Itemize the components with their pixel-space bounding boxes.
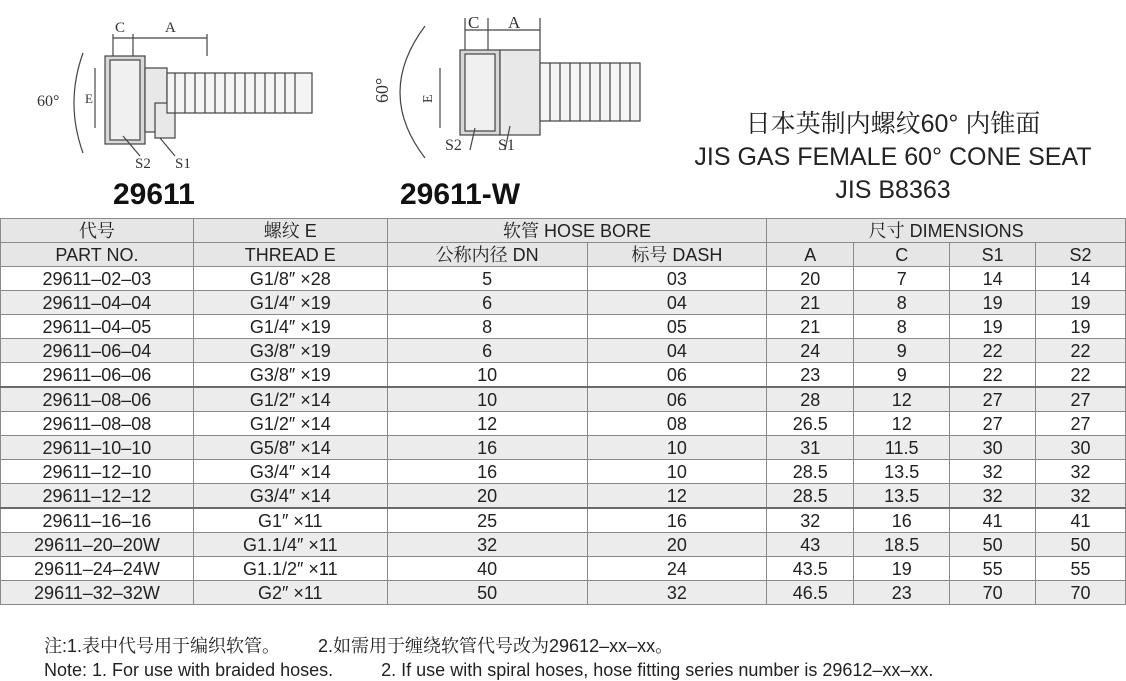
cell-dim-s2: 22 (1036, 339, 1126, 363)
title-standard: JIS B8363 (835, 176, 951, 204)
col-part-cn: 代号 (1, 219, 194, 243)
cell-part-no: 29611–08–06 (1, 387, 194, 412)
cell-dim-s2: 41 (1036, 508, 1126, 533)
cell-dim-c: 11.5 (854, 436, 950, 460)
cell-dim-s1: 14 (950, 267, 1036, 291)
cell-dim-s2: 50 (1036, 533, 1126, 557)
cell-dash: 10 (587, 436, 767, 460)
note-en-1: Note: 1. For use with braided hoses. (44, 660, 334, 680)
table-row (1, 291, 1126, 315)
cell-dim-a: 28.5 (767, 460, 854, 484)
cell-dn: 8 (387, 315, 587, 339)
spec-table (0, 218, 1126, 605)
cell-thread: G3/4″ ×14 (193, 460, 387, 484)
cell-dim-c: 9 (854, 339, 950, 363)
angle-label: 60° (372, 77, 392, 103)
s1-label: S1 (175, 156, 191, 172)
cell-dim-s1: 22 (950, 339, 1036, 363)
cell-dash: 04 (587, 291, 767, 315)
cell-dim-s1: 70 (950, 581, 1036, 605)
cell-dim-s2: 19 (1036, 291, 1126, 315)
table-row (1, 557, 1126, 581)
cell-dn: 6 (387, 339, 587, 363)
model-number: 29611-W (400, 178, 521, 211)
col-c: C (854, 243, 950, 267)
cell-part-no: 29611–04–05 (1, 315, 194, 339)
col-dn: 公称内径 DN (387, 243, 587, 267)
cell-dim-s1: 32 (950, 484, 1036, 509)
table-row (1, 412, 1126, 436)
cell-dim-a: 26.5 (767, 412, 854, 436)
fitting-drawing-29611 (35, 8, 320, 173)
cell-dim-s2: 55 (1036, 557, 1126, 581)
cell-dn: 50 (387, 581, 587, 605)
cell-dim-a: 28 (767, 387, 854, 412)
cell-part-no: 29611–12–10 (1, 460, 194, 484)
cell-dim-c: 18.5 (854, 533, 950, 557)
cell-dn: 32 (387, 533, 587, 557)
note-cn-1: 注:1.表中代号用于编织软管。 (44, 636, 281, 656)
header-row-2 (1, 243, 1126, 267)
cell-part-no: 29611–02–03 (1, 267, 194, 291)
cell-dash: 04 (587, 339, 767, 363)
cell-thread: G1/2″ ×14 (193, 387, 387, 412)
cell-thread: G1/2″ ×14 (193, 412, 387, 436)
cell-thread: G1/4″ ×19 (193, 291, 387, 315)
cell-dim-c: 16 (854, 508, 950, 533)
cell-dim-a: 31 (767, 436, 854, 460)
cell-dim-s1: 55 (950, 557, 1036, 581)
cell-dn: 6 (387, 291, 587, 315)
cell-dash: 32 (587, 581, 767, 605)
cell-part-no: 29611–08–08 (1, 412, 194, 436)
cell-dim-a: 24 (767, 339, 854, 363)
cell-part-no: 29611–20–20W (1, 533, 194, 557)
cell-dash: 12 (587, 484, 767, 509)
cell-dash: 06 (587, 387, 767, 412)
cell-dim-c: 19 (854, 557, 950, 581)
angle-arc (400, 26, 425, 158)
col-s1: S1 (950, 243, 1036, 267)
cell-thread: G1.1/2″ ×11 (193, 557, 387, 581)
cell-dim-s2: 32 (1036, 460, 1126, 484)
cell-dash: 08 (587, 412, 767, 436)
cell-dim-s2: 22 (1036, 363, 1126, 388)
cell-dn: 40 (387, 557, 587, 581)
cell-thread: G3/8″ ×19 (193, 339, 387, 363)
table-row (1, 315, 1126, 339)
col-thread-en: THREAD E (193, 243, 387, 267)
cell-dn: 12 (387, 412, 587, 436)
cell-dim-s1: 30 (950, 436, 1036, 460)
col-part-en: PART NO. (1, 243, 194, 267)
cell-dim-s2: 30 (1036, 436, 1126, 460)
cell-dn: 16 (387, 460, 587, 484)
cell-part-no: 29611–32–32W (1, 581, 194, 605)
cell-dash: 05 (587, 315, 767, 339)
cell-dim-s2: 70 (1036, 581, 1126, 605)
cell-dash: 24 (587, 557, 767, 581)
cell-part-no: 29611–06–06 (1, 363, 194, 388)
dim-a-label: A (165, 20, 176, 36)
cell-dim-c: 9 (854, 363, 950, 388)
cell-dim-a: 28.5 (767, 484, 854, 509)
col-s2: S2 (1036, 243, 1126, 267)
cell-dn: 16 (387, 436, 587, 460)
product-title (660, 108, 1126, 207)
cell-dim-s1: 22 (950, 363, 1036, 388)
cell-dim-c: 12 (854, 387, 950, 412)
cell-dim-a: 20 (767, 267, 854, 291)
cell-dim-a: 21 (767, 315, 854, 339)
model-number: 29611 (113, 178, 195, 211)
cell-dim-c: 7 (854, 267, 950, 291)
cell-dim-s2: 27 (1036, 412, 1126, 436)
cell-dim-s1: 19 (950, 291, 1036, 315)
cell-dash: 06 (587, 363, 767, 388)
cell-dim-c: 13.5 (854, 484, 950, 509)
note-cn-2: 2.如需用于缠绕软管代号改为29612–xx–xx。 (318, 636, 674, 656)
table-row (1, 339, 1126, 363)
cell-dash: 10 (587, 460, 767, 484)
table-row (1, 267, 1126, 291)
cell-dash: 20 (587, 533, 767, 557)
cell-dim-s2: 32 (1036, 484, 1126, 509)
cell-dim-c: 23 (854, 581, 950, 605)
s1-label: S1 (498, 137, 515, 154)
table-row (1, 460, 1126, 484)
cell-dim-c: 12 (854, 412, 950, 436)
col-a: A (767, 243, 854, 267)
cell-dn: 10 (387, 387, 587, 412)
cell-thread: G1/8″ ×28 (193, 267, 387, 291)
fitting-drawing-29611-w (370, 8, 655, 173)
cell-dim-s1: 41 (950, 508, 1036, 533)
cell-dn: 10 (387, 363, 587, 388)
cell-dim-a: 43.5 (767, 557, 854, 581)
s2-label: S2 (445, 137, 462, 154)
title-english: JIS GAS FEMALE 60° CONE SEAT (694, 143, 1092, 171)
cell-dim-a: 43 (767, 533, 854, 557)
cell-dim-a: 46.5 (767, 581, 854, 605)
note-chinese (44, 632, 673, 658)
cell-dash: 16 (587, 508, 767, 533)
cell-dim-s1: 50 (950, 533, 1036, 557)
cell-dim-s2: 19 (1036, 315, 1126, 339)
cell-dim-c: 8 (854, 315, 950, 339)
cell-dim-a: 32 (767, 508, 854, 533)
cell-thread: G1/4″ ×19 (193, 315, 387, 339)
cell-dim-s1: 27 (950, 387, 1036, 412)
table-row (1, 484, 1126, 509)
cell-thread: G2″ ×11 (193, 581, 387, 605)
cell-dash: 03 (587, 267, 767, 291)
dim-c-label: C (468, 13, 480, 32)
col-hose-bore: 软管 HOSE BORE (387, 219, 767, 243)
cell-dim-s1: 27 (950, 412, 1036, 436)
cell-part-no: 29611–12–12 (1, 484, 194, 509)
col-dimensions: 尺寸 DIMENSIONS (767, 219, 1126, 243)
table-row (1, 508, 1126, 533)
header-row-1 (1, 219, 1126, 243)
col-dash: 标号 DASH (587, 243, 767, 267)
cell-part-no: 29611–06–04 (1, 339, 194, 363)
cell-dim-s2: 27 (1036, 387, 1126, 412)
note-en-2: 2. If use with spiral hoses, hose fitting series number is 29612–xx–xx. (381, 660, 934, 680)
cell-dim-c: 8 (854, 291, 950, 315)
cell-dim-s1: 32 (950, 460, 1036, 484)
cell-dn: 5 (387, 267, 587, 291)
cell-dn: 20 (387, 484, 587, 509)
table-row (1, 533, 1126, 557)
table-row (1, 363, 1126, 388)
cell-part-no: 29611–16–16 (1, 508, 194, 533)
cell-part-no: 29611–24–24W (1, 557, 194, 581)
cell-dn: 25 (387, 508, 587, 533)
col-thread-cn: 螺纹 E (193, 219, 387, 243)
dim-e-label: E (85, 91, 93, 106)
table-row (1, 387, 1126, 412)
table-row (1, 581, 1126, 605)
note-english (44, 660, 933, 681)
cell-thread: G5/8″ ×14 (193, 436, 387, 460)
angle-arc (74, 53, 83, 153)
cell-thread: G1.1/4″ ×11 (193, 533, 387, 557)
dim-c-label: C (115, 20, 126, 36)
dim-a-label: A (508, 13, 521, 32)
cell-dim-a: 23 (767, 363, 854, 388)
table-row (1, 436, 1126, 460)
table-body (1, 267, 1126, 605)
dim-e-label: E (421, 94, 436, 103)
cell-part-no: 29611–04–04 (1, 291, 194, 315)
cell-dim-s1: 19 (950, 315, 1036, 339)
title-chinese: 日本英制内螺纹60° 内锥面 (745, 110, 1041, 138)
angle-label: 60° (37, 93, 60, 110)
s2-label: S2 (135, 156, 151, 172)
cell-thread: G3/8″ ×19 (193, 363, 387, 388)
cell-thread: G1″ ×11 (193, 508, 387, 533)
cell-dim-s2: 14 (1036, 267, 1126, 291)
cell-dim-c: 13.5 (854, 460, 950, 484)
cell-dim-a: 21 (767, 291, 854, 315)
cell-thread: G3/4″ ×14 (193, 484, 387, 509)
cell-part-no: 29611–10–10 (1, 436, 194, 460)
